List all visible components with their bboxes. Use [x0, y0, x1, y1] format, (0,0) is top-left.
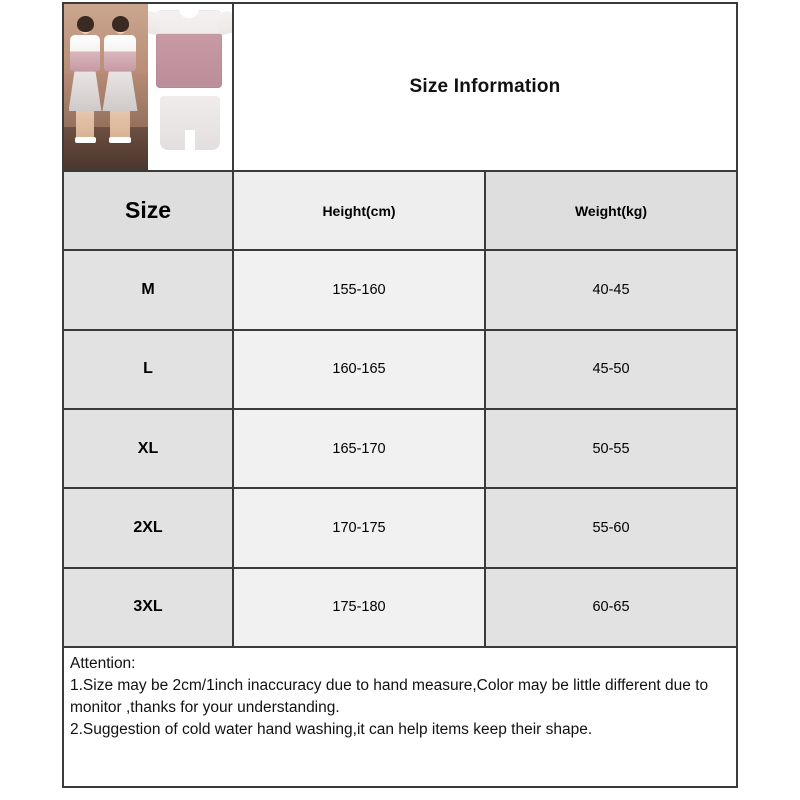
column-header-size [64, 172, 234, 249]
model-shoes [109, 137, 131, 143]
cell-weight [486, 331, 736, 408]
model-figure-left [70, 19, 100, 143]
page-title: Size Information [409, 76, 561, 97]
cell-size-label: 3XL [133, 598, 163, 616]
table-row [64, 331, 736, 410]
cell-weight-value: 55-60 [592, 519, 630, 536]
column-header-height-label: Height(cm) [322, 202, 396, 219]
model-shoes [75, 137, 96, 143]
model-shorts [102, 71, 137, 111]
cell-weight-value: 60-65 [592, 599, 630, 616]
cell-size [64, 251, 234, 328]
product-photo-cell [148, 4, 234, 170]
model-photo-cell [64, 4, 148, 170]
product-flatlay-photo [148, 4, 232, 170]
cell-height [234, 410, 486, 487]
model-top [70, 35, 100, 71]
model-legs [76, 111, 94, 137]
cell-size-label: 2XL [133, 518, 163, 536]
model-figure-right [104, 19, 136, 143]
attention-line-1: 1.Size may be 2cm/1inch inaccuracy due to hand measure,Color may be little different due to monitor ,thanks for your understanding. [70, 677, 713, 716]
model-shorts [69, 71, 102, 111]
cell-height-value: 175-180 [332, 599, 386, 616]
title-cell [234, 4, 736, 170]
cell-height-value: 170-175 [332, 519, 386, 536]
cell-height-value: 160-165 [332, 361, 386, 378]
cell-weight-value: 45-50 [592, 361, 630, 378]
cell-size [64, 410, 234, 487]
size-table [64, 172, 736, 646]
cell-size [64, 569, 234, 646]
column-header-weight-label: Weight(kg) [574, 202, 648, 219]
table-row [64, 410, 736, 489]
cell-weight-value: 50-55 [592, 440, 630, 457]
cell-height [234, 331, 486, 408]
model-hair [112, 16, 129, 32]
table-header-row [64, 172, 736, 251]
cell-size [64, 489, 234, 566]
table-row [64, 489, 736, 568]
column-header-weight [486, 172, 736, 249]
cell-height-value: 155-160 [332, 281, 386, 298]
table-row [64, 251, 736, 330]
model-top [104, 35, 136, 71]
cell-size [64, 331, 234, 408]
size-chart [62, 2, 738, 788]
model-head [79, 19, 92, 34]
cell-height-value: 165-170 [332, 440, 386, 457]
product-shorts-garment [160, 96, 220, 150]
model-photo [64, 4, 148, 170]
model-head [114, 19, 127, 34]
attention-line-2: 2.Suggestion of cold water hand washing,it can help items keep their shape. [70, 721, 593, 738]
product-top-garment [156, 10, 222, 88]
column-header-size-label: Size [124, 197, 172, 224]
cell-weight-value: 40-45 [592, 281, 630, 298]
cell-weight [486, 251, 736, 328]
cell-height [234, 489, 486, 566]
chart-header [64, 4, 736, 172]
table-row [64, 569, 736, 646]
cell-size-label: M [141, 280, 155, 298]
column-header-height [234, 172, 486, 249]
model-hair [77, 16, 94, 32]
product-neckline [179, 9, 199, 18]
cell-height [234, 569, 486, 646]
cell-height [234, 251, 486, 328]
cell-size-label: L [143, 360, 153, 378]
cell-weight [486, 410, 736, 487]
cell-size-label: XL [137, 439, 159, 457]
attention-block [64, 646, 736, 786]
model-legs [110, 111, 129, 137]
attention-heading: Attention: [70, 655, 136, 672]
cell-weight [486, 569, 736, 646]
cell-weight [486, 489, 736, 566]
